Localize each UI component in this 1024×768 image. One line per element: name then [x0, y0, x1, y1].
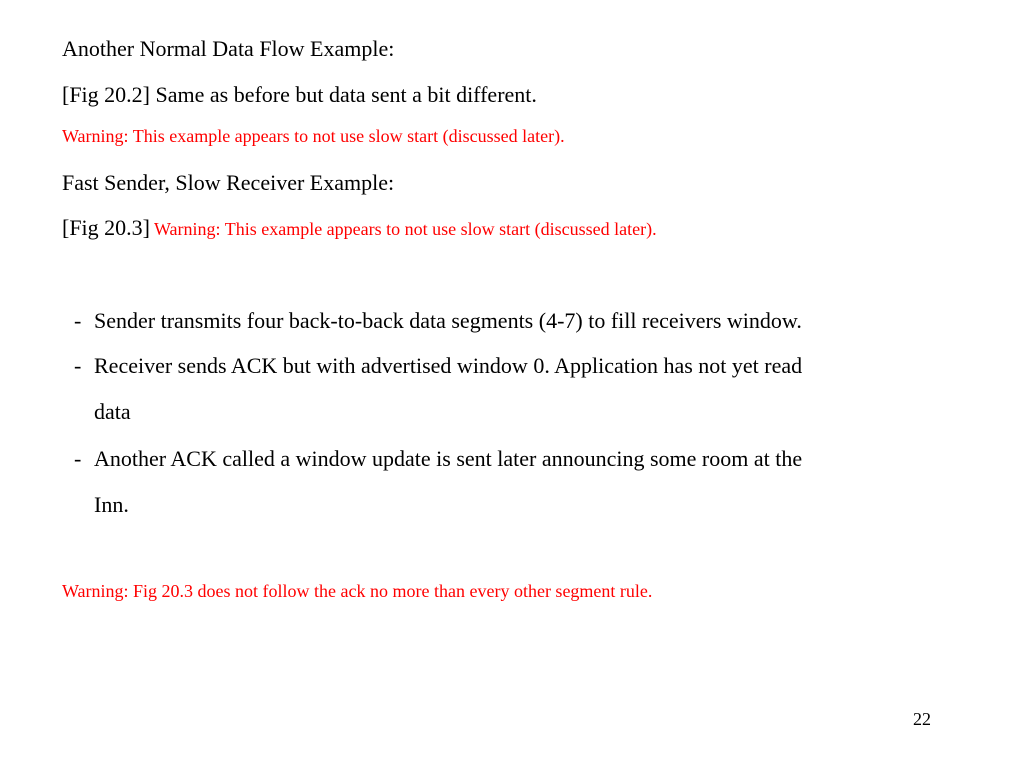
bullet-text: Another ACK called a window update is sent later announcing some room at the — [94, 446, 803, 471]
fig-20-2-description: [Fig 20.2] Same as before but data sent a bit different. — [62, 82, 537, 107]
bullet-item — [74, 448, 802, 470]
warning-slow-start-2: Warning: This example appears to not use slow start (discussed later). — [154, 219, 657, 239]
bullet-text-continuation: data — [94, 399, 131, 424]
bullet-text-continuation: Inn. — [94, 492, 129, 517]
heading-normal-data-flow: Another Normal Data Flow Example: — [62, 36, 395, 61]
warning-ack-rule: Warning: Fig 20.3 does not follow the ack no more than every other segment rule. — [62, 581, 653, 601]
bullet-item — [74, 355, 802, 377]
bullet-text: Receiver sends ACK but with advertised window 0. Application has not yet read — [94, 353, 803, 378]
bullet-marker: - — [74, 308, 82, 333]
bullet-marker: - — [74, 353, 82, 378]
heading-fast-sender: Fast Sender, Slow Receiver Example: — [62, 170, 395, 195]
warning-slow-start-1: Warning: This example appears to not use slow start (discussed later). — [62, 126, 565, 146]
bullet-text: Sender transmits four back-to-back data segments (4-7) to fill receivers window. — [94, 308, 802, 333]
fig-20-3-label: [Fig 20.3] — [62, 215, 150, 240]
fig-20-3-line — [62, 217, 657, 239]
page-number: 22 — [913, 709, 931, 729]
bullet-marker: - — [74, 446, 82, 471]
bullet-item — [74, 310, 802, 332]
